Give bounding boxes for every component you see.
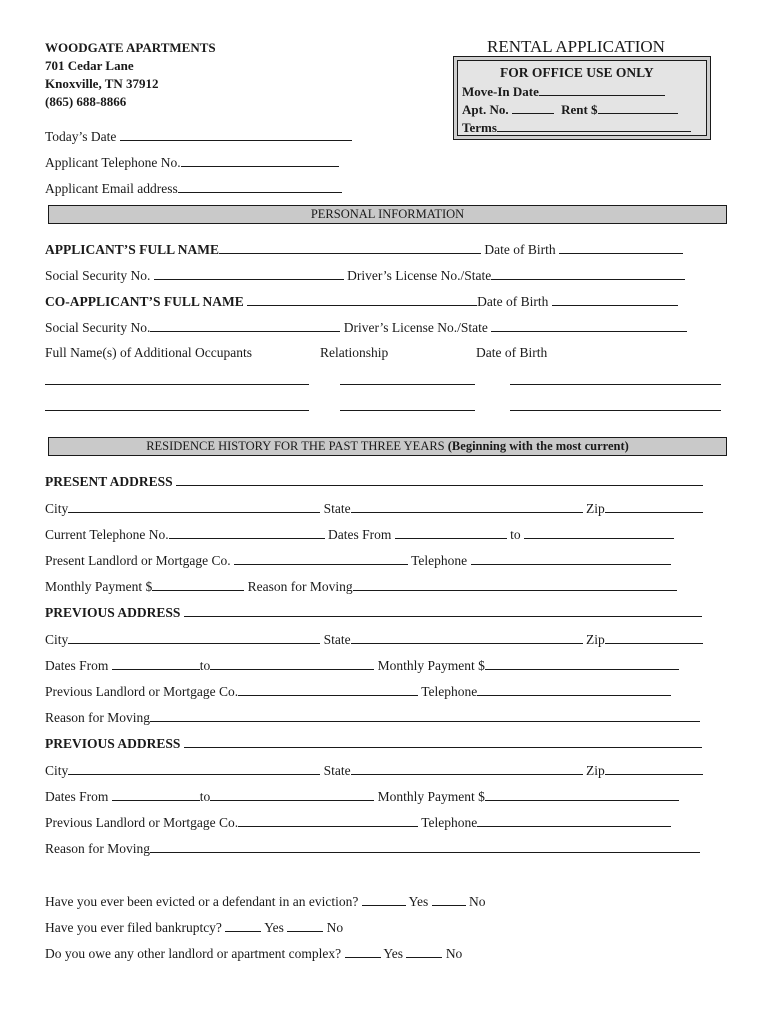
previous-2-state-field[interactable] [351,762,583,775]
previous-2-landlord-telephone-field[interactable] [477,814,671,827]
move-in-date-field[interactable] [539,83,665,96]
current-telephone-label: Current Telephone No. [45,527,169,542]
applicant-full-name-field[interactable] [219,241,481,254]
bankruptcy-yes-field[interactable] [225,919,261,932]
previous-1-state-field[interactable] [351,631,583,644]
rent-field[interactable] [598,101,678,114]
previous-2-zip-field[interactable] [605,762,703,775]
eviction-question: Have you ever been evicted or a defendant in an eviction? [45,894,359,909]
company-name: WOODGATE APARTMENTS [45,40,216,55]
applicant-dob-label: Date of Birth [484,242,556,257]
occupant-relationship-field-1[interactable] [340,384,475,385]
previous-1-landlord-telephone-label: Telephone [421,684,478,699]
present-address-label: PRESENT ADDRESS [45,474,173,489]
terms-label: Terms [462,120,497,135]
present-dates-from-field[interactable] [395,526,507,539]
todays-date-field[interactable] [120,128,352,141]
present-reason-field[interactable] [353,578,677,591]
owe-landlord-no-label: No [445,946,463,961]
present-address-field[interactable] [176,473,703,486]
relationship-label: Relationship [320,345,389,360]
apt-no-label: Apt. No. [462,102,509,117]
previous-1-state-label: State [323,632,351,647]
present-dates-to-field[interactable] [524,526,674,539]
present-dates-to-label: to [510,527,521,542]
applicant-full-name-label: APPLICANT’S FULL NAME [45,242,220,257]
present-city-field[interactable] [68,500,320,513]
previous-1-dates-from-label: Dates From [45,658,109,673]
bankruptcy-yes-label: Yes [264,920,284,935]
previous-address-2-label: PREVIOUS ADDRESS [45,736,181,751]
bankruptcy-no-label: No [326,920,344,935]
applicant-ssn-field[interactable] [154,267,344,280]
applicant-email-label: Applicant Email address [45,181,178,196]
previous-1-zip-field[interactable] [605,631,703,644]
previous-2-monthly-payment-field[interactable] [485,788,679,801]
previous-1-zip-label: Zip [586,632,605,647]
occupant-dob-field-2[interactable] [510,410,721,411]
applicant-email-field[interactable] [178,180,342,193]
present-city-label: City [45,501,69,516]
occupant-name-field-1[interactable] [45,384,309,385]
present-reason-label: Reason for Moving [247,579,353,594]
form-title: RENTAL APPLICATION [487,37,665,56]
previous-1-dates-to-field[interactable] [210,657,374,670]
previous-1-city-label: City [45,632,69,647]
owe-landlord-yes-label: Yes [383,946,404,961]
previous-1-monthly-payment-label: Monthly Payment $ [377,658,485,673]
current-telephone-field[interactable] [169,526,325,539]
coapplicant-dl-field[interactable] [491,319,687,332]
previous-2-city-label: City [45,763,69,778]
bankruptcy-question: Have you ever filed bankruptcy? [45,920,222,935]
previous-2-landlord-field[interactable] [238,814,418,827]
present-dates-from-label: Dates From [328,527,392,542]
applicant-dl-field[interactable] [491,267,685,280]
previous-1-monthly-payment-field[interactable] [485,657,679,670]
eviction-no-field[interactable] [432,893,466,906]
previous-1-reason-field[interactable] [150,709,700,722]
previous-2-reason-label: Reason for Moving [45,841,150,856]
bankruptcy-no-field[interactable] [287,919,323,932]
present-monthly-payment-label: Monthly Payment $ [45,579,153,594]
occupant-relationship-field-2[interactable] [340,410,475,411]
occupant-dob-field-1[interactable] [510,384,721,385]
previous-2-landlord-label: Previous Landlord or Mortgage Co. [45,815,239,830]
applicant-dob-field[interactable] [559,241,683,254]
owe-landlord-no-field[interactable] [406,945,442,958]
present-state-field[interactable] [351,500,583,513]
move-in-date-label: Move-In Date [462,84,539,99]
previous-2-dates-from-field[interactable] [112,788,200,801]
previous-address-1-label: PREVIOUS ADDRESS [45,605,181,620]
residence-history-title: RESIDENCE HISTORY FOR THE PAST THREE YEARS [146,439,445,453]
coapplicant-dob-label: Date of Birth [477,294,549,309]
applicant-dl-label: Driver’s License No./State [347,268,492,283]
previous-1-city-field[interactable] [68,631,320,644]
present-landlord-label: Present Landlord or Mortgage Co. [45,553,231,568]
coapplicant-full-name-label: CO-APPLICANT’S FULL NAME [45,294,244,309]
present-state-label: State [323,501,351,516]
todays-date-label: Today’s Date [45,129,117,144]
previous-address-1-field[interactable] [184,604,702,617]
previous-2-landlord-telephone-label: Telephone [421,815,478,830]
rent-label: Rent $ [561,102,598,117]
applicant-telephone-field[interactable] [181,154,339,167]
previous-2-state-label: State [323,763,351,778]
company-address-line1: 701 Cedar Lane [45,58,134,73]
previous-1-landlord-field[interactable] [238,683,418,696]
company-address-line2: Knoxville, TN 37912 [45,76,159,91]
previous-address-2-field[interactable] [184,735,702,748]
coapplicant-dl-label: Driver’s License No./State [343,320,488,335]
present-landlord-telephone-label: Telephone [411,553,468,568]
residence-history-note: (Beginning with the most current) [447,439,629,453]
coapplicant-ssn-label: Social Security No. [45,320,151,335]
present-zip-label: Zip [586,501,605,516]
apt-no-field[interactable] [512,101,554,114]
previous-1-dates-from-field[interactable] [112,657,200,670]
applicant-telephone-label: Applicant Telephone No. [45,155,181,170]
previous-2-dates-to-label: to [199,789,211,804]
previous-2-monthly-payment-label: Monthly Payment $ [377,789,485,804]
owe-landlord-question: Do you owe any other landlord or apartment complex? [45,946,342,961]
eviction-yes-label: Yes [408,894,429,909]
coapplicant-full-name-field[interactable] [247,293,477,306]
present-landlord-telephone-field[interactable] [471,552,671,565]
previous-2-reason-field[interactable] [150,840,700,853]
present-monthly-payment-field[interactable] [152,578,244,591]
owe-landlord-yes-field[interactable] [345,945,381,958]
eviction-yes-field[interactable] [362,893,406,906]
present-zip-field[interactable] [605,500,703,513]
previous-1-landlord-label: Previous Landlord or Mortgage Co. [45,684,239,699]
office-use-box [453,56,711,140]
previous-1-dates-to-label: to [199,658,211,673]
company-phone: (865) 688-8866 [45,94,127,109]
previous-2-zip-label: Zip [586,763,605,778]
office-use-heading: FOR OFFICE USE ONLY [500,65,654,80]
previous-1-landlord-telephone-field[interactable] [477,683,671,696]
eviction-no-label: No [469,894,486,909]
occupant-name-field-2[interactable] [45,410,309,411]
applicant-ssn-label: Social Security No. [45,268,151,283]
occupants-label: Full Name(s) of Additional Occupants [45,345,252,360]
coapplicant-dob-field[interactable] [552,293,678,306]
previous-2-dates-from-label: Dates From [45,789,109,804]
residence-history-heading [48,437,727,456]
present-landlord-field[interactable] [234,552,408,565]
personal-information-heading: PERSONAL INFORMATION [48,205,727,224]
coapplicant-ssn-field[interactable] [150,319,340,332]
previous-1-reason-label: Reason for Moving [45,710,150,725]
occupant-dob-label: Date of Birth [476,345,548,360]
terms-field[interactable] [497,119,691,132]
previous-2-city-field[interactable] [68,762,320,775]
previous-2-dates-to-field[interactable] [210,788,374,801]
